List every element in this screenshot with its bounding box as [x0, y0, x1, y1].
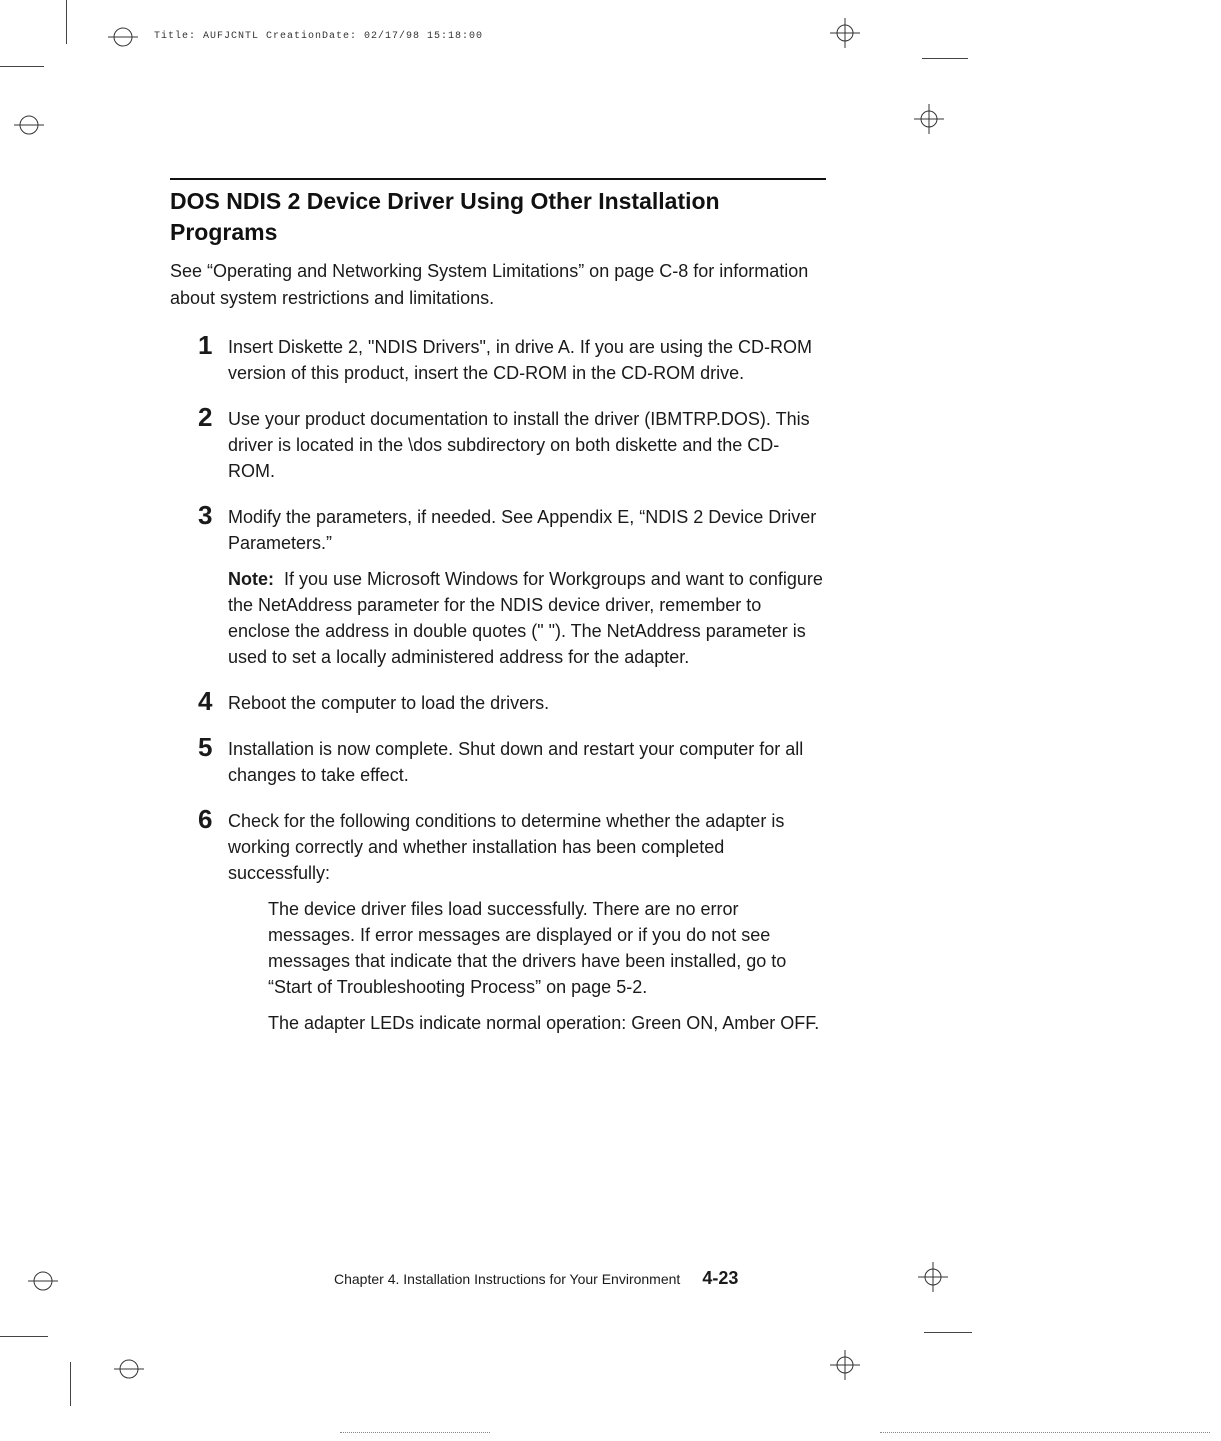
step-text: Use your product documentation to install the driver (IBMTRP.DOS). This driver is located in the \dos subdirectory on both diskette and the CD-ROM. — [228, 409, 810, 481]
step-number: 4 — [198, 686, 213, 716]
document-body — [170, 178, 826, 1056]
step-text: Check for the following conditions to determine whether the adapter is working correctly and whether installation has been completed successfully: — [228, 811, 785, 883]
crop-line-right-top — [922, 58, 968, 59]
intro-paragraph: See “Operating and Networking System Limitations” on page C-8 for information about system restrictions and limitations. — [170, 261, 809, 308]
condition-paragraph: The adapter LEDs indicate normal operation: Green ON, Amber OFF. — [268, 1013, 820, 1033]
header-title-line: Title: AUFJCNTL CreationDate: 02/17/98 15:18:00 — [154, 31, 484, 42]
step-number: 1 — [198, 330, 213, 360]
footer-chapter: Chapter 4. Installation Instructions for Your Environment — [334, 1271, 681, 1287]
crop-line-top-left — [66, 0, 67, 44]
registration-mark-icon — [108, 22, 138, 52]
crop-line-left-top — [0, 66, 44, 67]
registration-mark-icon — [28, 1266, 58, 1296]
registration-mark-icon — [114, 1354, 144, 1384]
step-number: 3 — [198, 500, 213, 530]
registration-mark-icon — [14, 110, 44, 140]
page-footer — [334, 1268, 738, 1289]
step-text: Modify the parameters, if needed. See Appendix E, “NDIS 2 Device Driver Parameters.” — [228, 507, 817, 553]
crop-line-left-bottom — [0, 1336, 48, 1337]
step-6 — [170, 804, 826, 1036]
crop-line-right-bottom — [924, 1332, 972, 1333]
step-text: Reboot the computer to load the drivers. — [228, 693, 550, 713]
scan-noise-line — [340, 1432, 490, 1434]
crop-line-bottom-left — [70, 1362, 71, 1406]
note-label: Note: — [228, 569, 274, 589]
registration-mark-icon — [918, 1262, 948, 1292]
registration-mark-icon — [914, 104, 944, 134]
registration-mark-icon — [830, 1350, 860, 1380]
section-rule — [170, 178, 826, 180]
step-text: Insert Diskette 2, "NDIS Drivers", in drive A. If you are using the CD-ROM version of this product, insert the CD-ROM in the CD-ROM drive. — [228, 337, 812, 383]
step-number: 6 — [198, 804, 213, 834]
step-number: 2 — [198, 402, 213, 432]
condition-paragraph: The device driver files load successfully. There are no error messages. If error messages are displayed or if you do not see messages that indicate that the drivers have been installed, go to “Start of Troubleshooting Process” on page 5-2. — [268, 899, 787, 997]
section-title: DOS NDIS 2 Device Driver Using Other Installation Programs — [170, 188, 720, 245]
step-text: Installation is now complete. Shut down and restart your computer for all changes to take effect. — [228, 739, 804, 785]
step-3 — [170, 500, 826, 670]
registration-mark-icon — [830, 18, 860, 48]
step-1 — [170, 330, 826, 386]
step-2 — [170, 402, 826, 484]
step-5 — [170, 732, 826, 788]
scan-noise-line — [880, 1432, 1210, 1434]
page-number: 4-23 — [702, 1268, 739, 1288]
note-text: If you use Microsoft Windows for Workgroups and want to configure the NetAddress parameter for the NDIS device driver, remember to enclose the address in double quotes (" "). The NetAddress parameter is used to set a locally administered address for the adapter. — [228, 569, 823, 667]
step-number: 5 — [198, 732, 213, 762]
steps-list — [170, 330, 826, 1036]
step-note — [228, 566, 826, 670]
step-4 — [170, 686, 826, 716]
